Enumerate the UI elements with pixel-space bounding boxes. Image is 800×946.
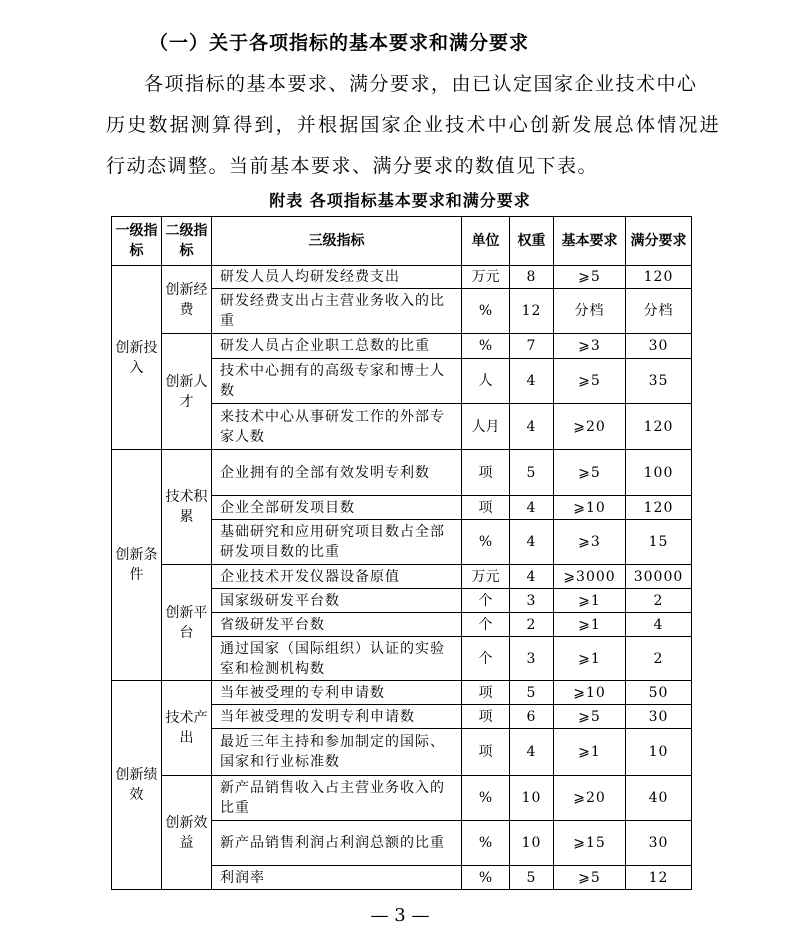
indicator-name: 研发经费支出占主营业务收入的比重 bbox=[212, 289, 462, 334]
basic-cell: ⩾10 bbox=[554, 681, 626, 705]
basic-cell: ⩾1 bbox=[554, 613, 626, 637]
indicator-name: 省级研发平台数 bbox=[212, 613, 462, 637]
indicator-name: 研发人员人均研发经费支出 bbox=[212, 266, 462, 289]
full-cell: 35 bbox=[626, 359, 692, 404]
page-number: — 3 — bbox=[370, 905, 430, 926]
level1-cell: 创新投入 bbox=[112, 266, 162, 450]
basic-cell: ⩾3 bbox=[554, 520, 626, 565]
table-row bbox=[112, 334, 692, 359]
header-level3: 三级指标 bbox=[212, 217, 462, 266]
basic-cell: ⩾5 bbox=[554, 266, 626, 289]
level2-cell: 创新平台 bbox=[162, 565, 212, 681]
basic-cell: ⩾5 bbox=[554, 705, 626, 729]
basic-cell: ⩾1 bbox=[554, 637, 626, 681]
unit-cell: % bbox=[462, 821, 510, 866]
full-cell: 2 bbox=[626, 589, 692, 613]
indicator-name: 最近三年主持和参加制定的国际、国家和行业标准数 bbox=[212, 729, 462, 776]
full-cell: 120 bbox=[626, 266, 692, 289]
basic-cell: 分档 bbox=[554, 289, 626, 334]
level1-cell: 创新条件 bbox=[112, 450, 162, 681]
indicator-name: 研发人员占企业职工总数的比重 bbox=[212, 334, 462, 359]
unit-cell: 个 bbox=[462, 613, 510, 637]
indicator-name: 基础研究和应用研究项目数占全部研发项目数的比重 bbox=[212, 520, 462, 565]
header-weight: 权重 bbox=[510, 217, 554, 266]
weight-cell: 4 bbox=[510, 496, 554, 520]
weight-cell: 10 bbox=[510, 776, 554, 821]
level2-cell: 创新经费 bbox=[162, 266, 212, 334]
full-cell: 15 bbox=[626, 520, 692, 565]
basic-cell: ⩾3 bbox=[554, 334, 626, 359]
table-row bbox=[112, 681, 692, 705]
header-unit: 单位 bbox=[462, 217, 510, 266]
table-row bbox=[112, 450, 692, 496]
unit-cell: 项 bbox=[462, 450, 510, 496]
unit-cell: 项 bbox=[462, 729, 510, 776]
indicator-name: 通过国家（国际组织）认证的实验室和检测机构数 bbox=[212, 637, 462, 681]
indicator-name: 来技术中心从事研发工作的外部专家人数 bbox=[212, 404, 462, 450]
full-cell: 30 bbox=[626, 821, 692, 866]
weight-cell: 3 bbox=[510, 637, 554, 681]
level2-cell: 技术产出 bbox=[162, 681, 212, 776]
unit-cell: 项 bbox=[462, 496, 510, 520]
level1-cell: 创新绩效 bbox=[112, 681, 162, 890]
full-cell: 30 bbox=[626, 705, 692, 729]
weight-cell: 4 bbox=[510, 729, 554, 776]
weight-cell: 10 bbox=[510, 821, 554, 866]
full-cell: 100 bbox=[626, 450, 692, 496]
weight-cell: 4 bbox=[510, 404, 554, 450]
header-level1: 一级指标 bbox=[112, 217, 162, 266]
header-basic: 基本要求 bbox=[554, 217, 626, 266]
indicator-name: 国家级研发平台数 bbox=[212, 589, 462, 613]
level2-cell: 创新效益 bbox=[162, 776, 212, 890]
weight-cell: 4 bbox=[510, 565, 554, 589]
full-cell: 50 bbox=[626, 681, 692, 705]
header-level2: 二级指标 bbox=[162, 217, 212, 266]
indicator-name: 企业拥有的全部有效发明专利数 bbox=[212, 450, 462, 496]
indicator-name: 新产品销售收入占主营业务收入的比重 bbox=[212, 776, 462, 821]
weight-cell: 5 bbox=[510, 866, 554, 890]
paragraph-line: 行动态调整。当前基本要求、满分要求的数值见下表。 bbox=[106, 155, 599, 177]
unit-cell: % bbox=[462, 776, 510, 821]
basic-cell: ⩾1 bbox=[554, 589, 626, 613]
weight-cell: 4 bbox=[510, 359, 554, 404]
table-header-row bbox=[112, 217, 692, 266]
weight-cell: 2 bbox=[510, 613, 554, 637]
full-cell: 30 bbox=[626, 334, 692, 359]
indicator-name: 当年被受理的发明专利申请数 bbox=[212, 705, 462, 729]
indicator-name: 企业技术开发仪器设备原值 bbox=[212, 565, 462, 589]
unit-cell: 个 bbox=[462, 637, 510, 681]
basic-cell: ⩾1 bbox=[554, 729, 626, 776]
indicator-name: 当年被受理的专利申请数 bbox=[212, 681, 462, 705]
basic-cell: ⩾5 bbox=[554, 359, 626, 404]
paragraph-line: 历史数据测算得到，并根据国家企业技术中心创新发展总体情况进 bbox=[106, 114, 721, 136]
indicator-name: 企业全部研发项目数 bbox=[212, 496, 462, 520]
unit-cell: 个 bbox=[462, 589, 510, 613]
unit-cell: 万元 bbox=[462, 266, 510, 289]
paragraph-line: 各项指标的基本要求、满分要求，由已认定国家企业技术中心 bbox=[144, 73, 698, 95]
basic-cell: ⩾5 bbox=[554, 866, 626, 890]
full-cell: 40 bbox=[626, 776, 692, 821]
full-cell: 120 bbox=[626, 404, 692, 450]
indicator-table bbox=[111, 216, 692, 890]
unit-cell: 人 bbox=[462, 359, 510, 404]
basic-cell: ⩾10 bbox=[554, 496, 626, 520]
unit-cell: % bbox=[462, 520, 510, 565]
unit-cell: 项 bbox=[462, 705, 510, 729]
weight-cell: 7 bbox=[510, 334, 554, 359]
level2-cell: 技术积累 bbox=[162, 450, 212, 565]
header-full: 满分要求 bbox=[626, 217, 692, 266]
full-cell: 120 bbox=[626, 496, 692, 520]
weight-cell: 5 bbox=[510, 681, 554, 705]
basic-cell: ⩾20 bbox=[554, 776, 626, 821]
weight-cell: 6 bbox=[510, 705, 554, 729]
indicator-name: 利润率 bbox=[212, 866, 462, 890]
unit-cell: 项 bbox=[462, 681, 510, 705]
indicator-name: 技术中心拥有的高级专家和博士人数 bbox=[212, 359, 462, 404]
weight-cell: 8 bbox=[510, 266, 554, 289]
full-cell: 30000 bbox=[626, 565, 692, 589]
table-row bbox=[112, 776, 692, 821]
table-row bbox=[112, 565, 692, 589]
unit-cell: % bbox=[462, 289, 510, 334]
weight-cell: 12 bbox=[510, 289, 554, 334]
full-cell: 12 bbox=[626, 866, 692, 890]
indicator-name: 新产品销售利润占利润总额的比重 bbox=[212, 821, 462, 866]
section-heading: （一）关于各项指标的基本要求和满分要求 bbox=[149, 32, 530, 54]
basic-cell: ⩾15 bbox=[554, 821, 626, 866]
table-row bbox=[112, 266, 692, 289]
unit-cell: 人月 bbox=[462, 404, 510, 450]
level2-cell: 创新人才 bbox=[162, 334, 212, 450]
full-cell: 4 bbox=[626, 613, 692, 637]
weight-cell: 5 bbox=[510, 450, 554, 496]
full-cell: 2 bbox=[626, 637, 692, 681]
full-cell: 10 bbox=[626, 729, 692, 776]
intro-paragraph bbox=[106, 64, 721, 187]
basic-cell: ⩾5 bbox=[554, 450, 626, 496]
weight-cell: 4 bbox=[510, 520, 554, 565]
basic-cell: ⩾20 bbox=[554, 404, 626, 450]
full-cell: 分档 bbox=[626, 289, 692, 334]
unit-cell: 万元 bbox=[462, 565, 510, 589]
weight-cell: 3 bbox=[510, 589, 554, 613]
unit-cell: % bbox=[462, 334, 510, 359]
unit-cell: % bbox=[462, 866, 510, 890]
table-caption: 附表 各项指标基本要求和满分要求 bbox=[269, 191, 531, 210]
basic-cell: ⩾3000 bbox=[554, 565, 626, 589]
